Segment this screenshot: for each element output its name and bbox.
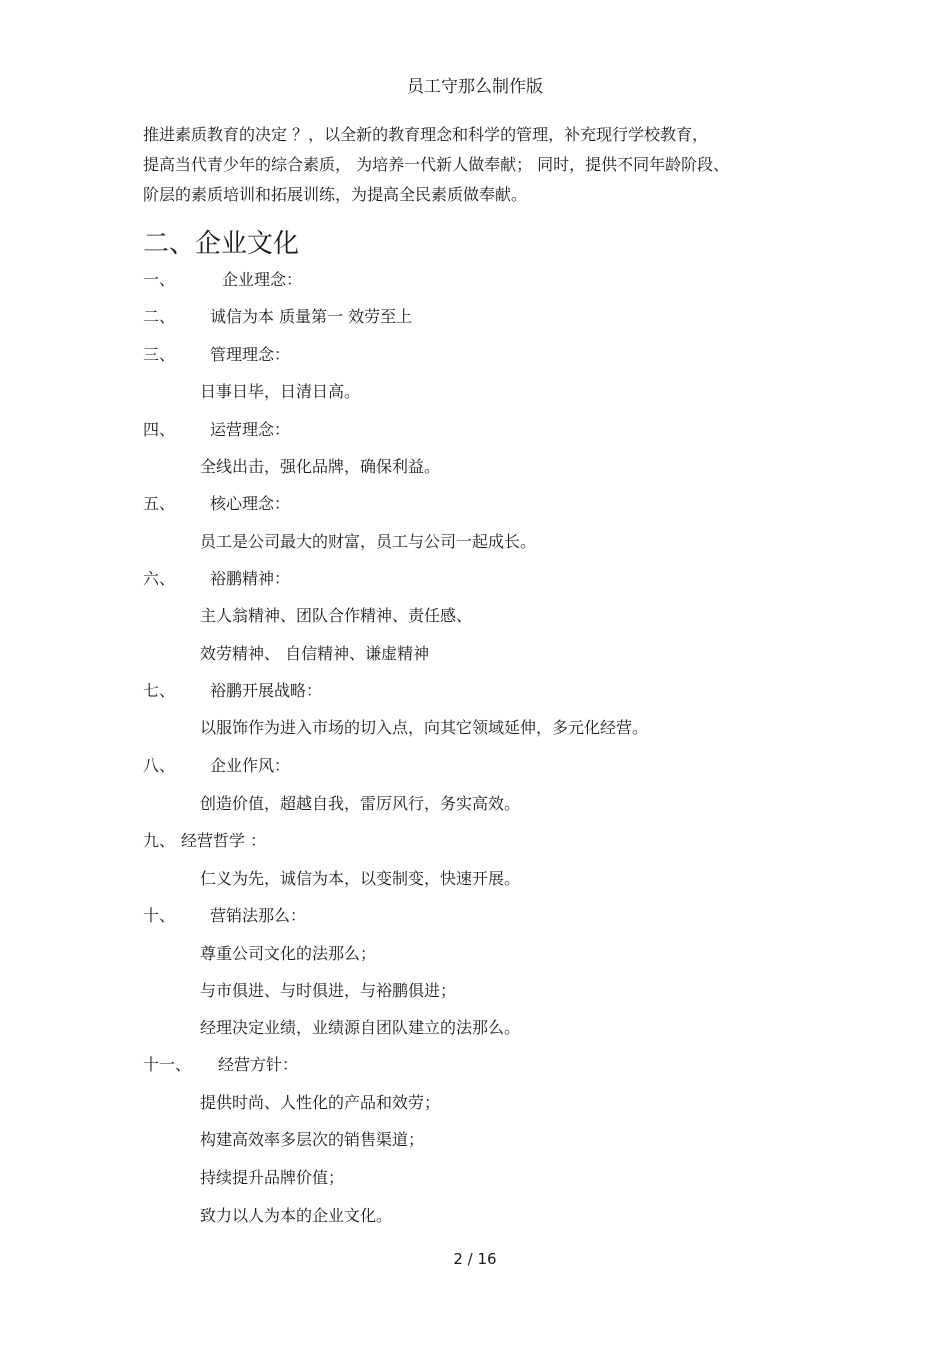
item-number: 六、 (143, 569, 176, 588)
item-number: 十一、 (143, 1055, 192, 1074)
item-body-line: 全线出击，强化品牌，确保利益。 (200, 457, 441, 476)
item-body-line: 构建高效率多层次的销售渠道； (200, 1130, 425, 1149)
item-body-line: 与市俱进、与时俱进，与裕鹏俱进； (200, 981, 457, 1000)
item-body-line: 效劳精神、 自信精神、谦虚精神 (200, 644, 430, 663)
item-body-line: 仁义为先，诚信为本，以变制变，快速开展。 (200, 869, 521, 888)
item-label: 企业作风： (210, 756, 291, 775)
item-label: 核心理念： (210, 494, 291, 513)
item-body-line: 员工是公司最大的财富，员工与公司一起成长。 (200, 532, 537, 551)
item-label: 企业理念： (222, 270, 303, 289)
item-label: 诚信为本 质量第一 效劳至上 (210, 307, 413, 326)
intro-line: 阶层的素质培训和拓展训练，为提高全民素质做奉献。 (143, 185, 528, 204)
item-label: 营销法那么： (210, 906, 307, 925)
section-title: 二、企业文化 (143, 229, 300, 259)
item-number: 九、 (143, 831, 176, 850)
item-body-line: 提供时尚、人性化的产品和效劳； (200, 1093, 441, 1112)
item-body-line: 日事日毕，日清日高。 (200, 382, 361, 401)
item-body-line: 持续提升品牌价值； (200, 1168, 345, 1187)
item-number: 十、 (143, 906, 176, 925)
item-label: 经营方针： (218, 1055, 299, 1074)
item-number: 八、 (143, 756, 176, 775)
intro-line: 提高当代青少年的综合素质， 为培养一代新人做奉献； 同时，提供不同年龄阶段、 (143, 155, 730, 174)
item-body-line: 以服饰作为进入市场的切入点，向其它领域延伸，多元化经营。 (200, 718, 649, 737)
item-label: 经营哲学 ： (181, 831, 267, 850)
item-body-line: 创造价值，超越自我，雷厉风行，务实高效。 (200, 794, 521, 813)
item-number: 三、 (143, 345, 176, 364)
item-number: 二、 (143, 307, 176, 326)
item-number: 四、 (143, 420, 176, 439)
item-body-line: 致力以人为本的企业文化。 (200, 1206, 393, 1225)
item-number: 一、 (143, 270, 176, 289)
item-label: 管理理念： (210, 345, 291, 364)
item-label: 裕鹏精神： (210, 569, 291, 588)
page-header: 员工守那么制作版 (407, 77, 543, 97)
item-number: 五、 (143, 494, 176, 513)
item-body-line: 主人翁精神、团队合作精神、责任感、 (200, 606, 473, 625)
item-body-line: 经理决定业绩，业绩源自团队建立的法那么。 (200, 1018, 521, 1037)
intro-line: 推进素质教育的决定 ？，以全新的教育理念和科学的管理，补充现行学校教育， (143, 125, 709, 144)
intro-paragraph (143, 120, 823, 210)
page-number: 2 / 16 (453, 1250, 497, 1268)
item-label: 裕鹏开展战略： (210, 681, 323, 700)
item-body-line: 尊重公司文化的法那么； (200, 944, 377, 963)
item-number: 七、 (143, 681, 176, 700)
item-label: 运营理念： (210, 420, 291, 439)
